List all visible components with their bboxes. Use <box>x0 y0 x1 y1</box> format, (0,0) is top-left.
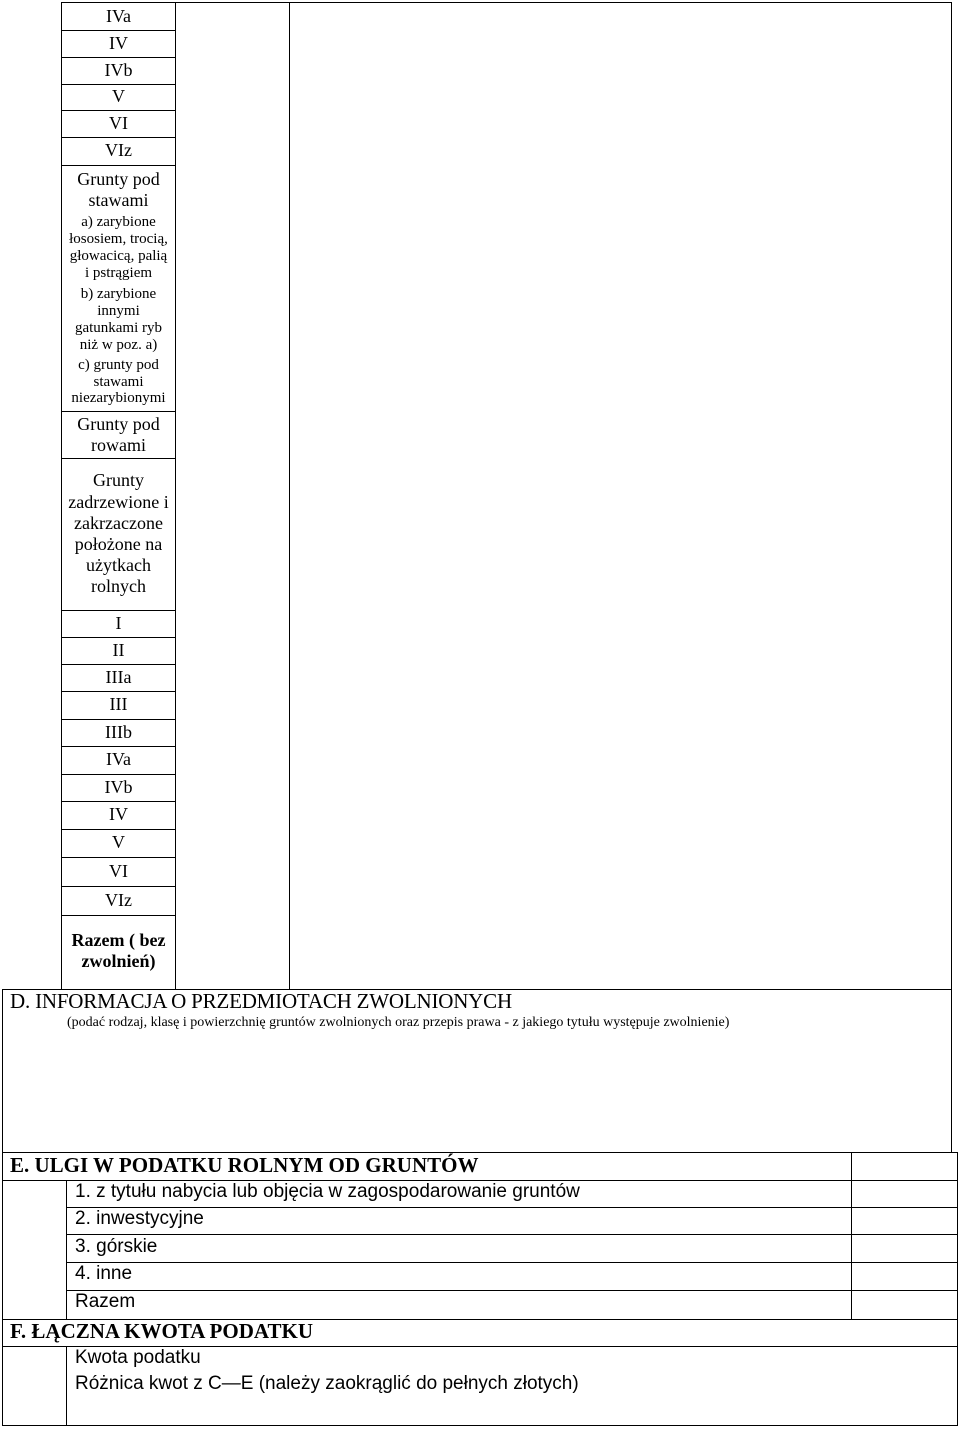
wooded-label: Grunty zadrzewione i zakrzaczone położone na użytkach rolnych <box>68 470 169 597</box>
class-row-label: V <box>112 832 125 853</box>
ponds-item-a: a) zarybione łososiem, trocią, głowacicą, palią i pstrągiem <box>69 214 168 281</box>
table-col-divider <box>289 2 290 990</box>
class-row-label: IIIb <box>105 721 132 742</box>
section-e-item: 2. inwestycyjne <box>75 1208 204 1229</box>
section-f-label-divider <box>66 1346 67 1426</box>
class-row-label: III <box>109 694 128 715</box>
class-row-label: IIIa <box>105 666 132 687</box>
class-row-label: VIz <box>105 140 132 161</box>
section-e-label-divider <box>66 1180 67 1320</box>
section-f-item: Kwota podatku <box>75 1347 201 1368</box>
ponds-item-b: b) zarybione innymi gatunkami ryb niż w poz. a) <box>74 286 163 353</box>
class-row-label: IVb <box>104 776 133 797</box>
total-row-label: Razem ( bez zwolnień) <box>71 929 166 971</box>
class-row-label: IV <box>109 804 128 825</box>
section-f-item: Różnica kwot z C—E (należy zaokrąglić do pełnych złotych) <box>75 1373 579 1394</box>
class-row-label: IV <box>109 32 128 53</box>
section-f-title: F. ŁĄCZNA KWOTA PODATKU <box>10 1319 313 1343</box>
class-row-label: II <box>112 639 125 660</box>
section-d-subtitle: (podać rodzaj, klasę i powierzchnię gruntów zwolnionych oraz przepis prawa - z jakiego tytułu występuje zwolnienie) <box>67 1015 730 1030</box>
ponds-heading: Grunty pod stawami <box>77 168 160 210</box>
table-col-divider <box>175 2 176 990</box>
class-row-label: VIz <box>105 889 132 910</box>
section-e-item: 3. górskie <box>75 1236 158 1257</box>
land-classes-table <box>61 2 952 990</box>
class-row-label: VI <box>109 860 128 881</box>
section-e-value-divider <box>851 1152 852 1320</box>
section-e-item: 4. inne <box>75 1263 133 1284</box>
class-row-label: V <box>112 86 125 107</box>
section-d-entry-area[interactable] <box>3 1040 951 1152</box>
section-e-item: 1. z tytułu nabycia lub objęcia w zagospodarowanie gruntów <box>75 1181 580 1202</box>
class-row-label: IVa <box>106 5 131 26</box>
class-row-label: I <box>115 612 122 633</box>
ditches-label: Grunty pod rowami <box>77 413 160 455</box>
ponds-item-c: c) grunty pod stawami niezarybionymi <box>71 356 166 407</box>
section-d-title: D. INFORMACJA O PRZEDMIOTACH ZWOLNIONYCH <box>10 989 512 1013</box>
class-row-label: VI <box>109 112 128 133</box>
section-e-title: E. ULGI W PODATKU ROLNYM OD GRUNTÓW <box>10 1153 479 1177</box>
section-e-total: Razem <box>75 1291 136 1312</box>
class-row-label: IVb <box>104 59 133 80</box>
class-row-label: IVa <box>106 749 131 770</box>
